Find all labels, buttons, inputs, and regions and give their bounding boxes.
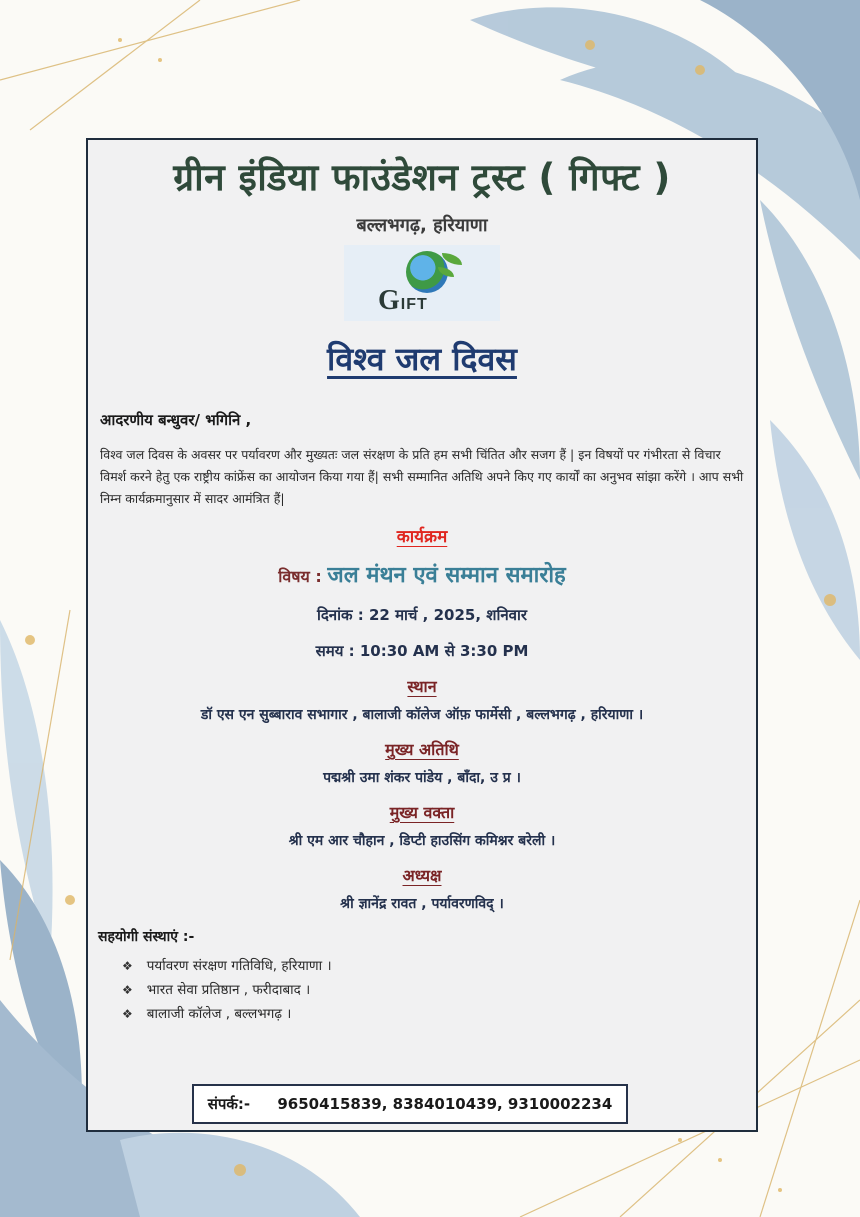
partners-heading: सहयोगी संस्थाएं :- <box>98 929 195 945</box>
list-item: ❖ पर्यावरण संरक्षण गतिविधि, हरियाणा । <box>122 958 332 974</box>
contact-box <box>192 1084 628 1124</box>
keynote-speaker-text: श्री एम आर चौहान , डिप्टी हाउसिंग कमिश्नर बरेली । <box>288 833 556 849</box>
list-item: ❖ भारत सेवा प्रतिष्ठान , फरीदाबाद । <box>122 982 311 998</box>
contact-numbers: 9650415839, 8384010439, 9310002234 <box>277 1095 613 1113</box>
program-topic <box>88 559 756 589</box>
greeting: आदरणीय बन्धुवर/ भगिनि , <box>100 411 252 429</box>
keynote-speaker-heading: मुख्य वक्ता <box>389 803 455 822</box>
event-headline: विश्व जल दिवस <box>327 340 517 378</box>
program-date: दिनांक : 22 मार्च , 2025, शनिवार <box>316 606 528 624</box>
logo-wordmark: GIFT <box>378 285 428 316</box>
org-title: ग्रीन इंडिया फाउंडेशन ट्रस्ट ( गिफ्ट ) <box>173 156 671 199</box>
chairperson-heading: अध्यक्ष <box>402 866 442 885</box>
org-location: बल्लभगढ़, हरियाणा <box>356 215 488 236</box>
topic-value: जल मंथन एवं सम्मान समारोह <box>327 563 566 588</box>
topic-label: विषय : <box>278 567 322 586</box>
contact-label: संपर्क:- <box>207 1095 251 1113</box>
partners-list <box>122 954 756 1026</box>
diamond-bullet-icon: ❖ <box>122 983 133 997</box>
invitation-card <box>86 138 758 1132</box>
intro-paragraph: विश्व जल दिवस के अवसर पर पर्यावरण और मुख्यतः जल संरक्षण के प्रति हम सभी चिंतित और सजग हैं | इन विषयों पर गंभीरता से विचार विमर्श करने हेतु एक राष्ट्रीय कांफ्रेंस का आयोजन किया गया हैं| सभी सम्मानित अतिथि अपने किए गए कार्यों का अनुभव सांझा करेंगे । आप सभी निम्न कार्यक्रमानुसार में सादर आमंत्रित हैं| <box>100 447 744 506</box>
chief-guest-heading: मुख्य अतिथि <box>385 740 459 759</box>
venue-heading: स्थान <box>407 677 437 696</box>
chairperson-text: श्री ज्ञानेंद्र रावत , पर्यावरणविद् । <box>340 896 504 912</box>
list-item: ❖ बालाजी कॉलेज , बल्लभगढ़ । <box>122 1006 292 1022</box>
program-time: समय : 10:30 AM से 3:30 PM <box>315 642 529 660</box>
gift-logo <box>344 245 500 321</box>
diamond-bullet-icon: ❖ <box>122 1007 133 1021</box>
chief-guest-text: पद्मश्री उमा शंकर पांडेय , बाँदा, उ प्र । <box>323 770 521 786</box>
diamond-bullet-icon: ❖ <box>122 959 133 973</box>
venue-text: डॉ एस एन सुब्बाराव सभागार , बालाजी कॉलेज ऑफ़ फार्मेसी , बल्लभगढ़ , हरियाणा । <box>200 707 644 723</box>
program-heading: कार्यक्रम <box>396 527 448 547</box>
